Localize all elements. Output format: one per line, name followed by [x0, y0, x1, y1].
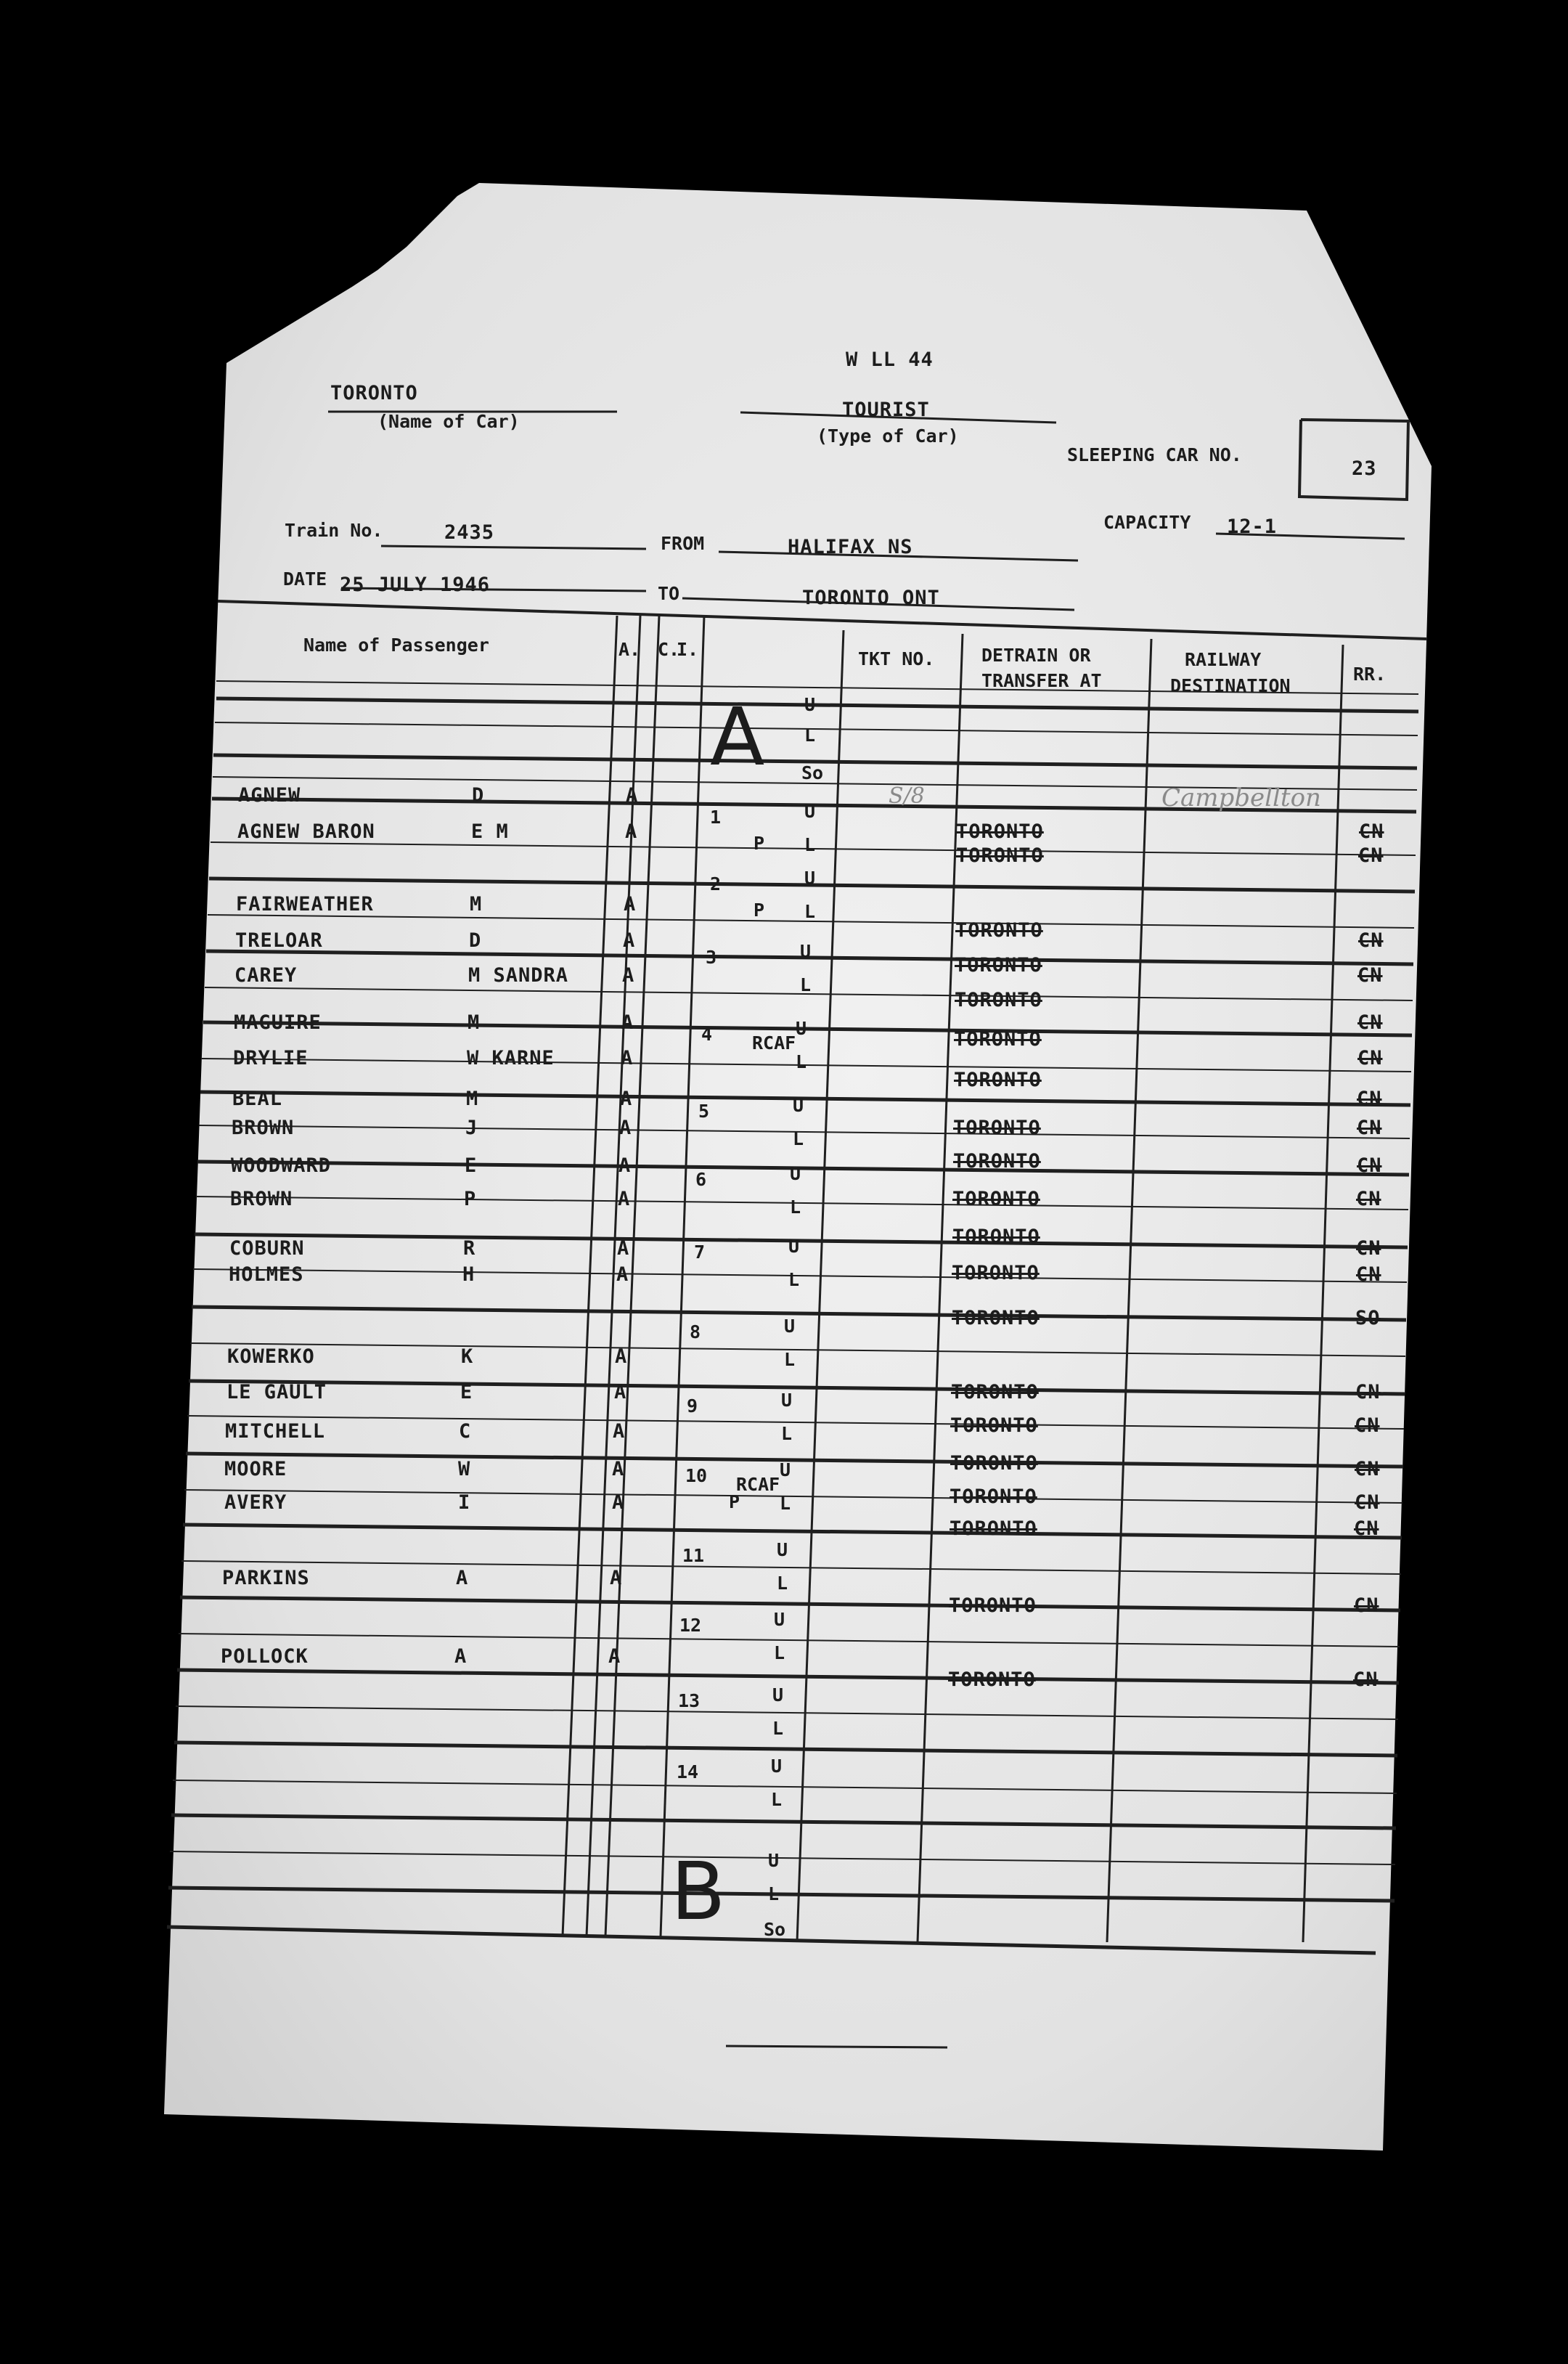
berth-upper: U — [771, 1756, 783, 1777]
berth-number: 7 — [694, 1242, 706, 1263]
berth-lower: L — [784, 1349, 796, 1370]
header-a: A. — [618, 639, 641, 660]
berth-lower: L — [777, 1573, 788, 1594]
passenger-initial: E M — [471, 820, 509, 843]
form-code: W LL 44 — [846, 349, 934, 371]
header-detrain-2: TRANSFER AT — [981, 670, 1102, 691]
berth-upper: U — [774, 1609, 785, 1630]
passenger-surname: MAGUIRE — [234, 1011, 322, 1034]
train-no-label: Train No. — [285, 520, 383, 541]
header-name-of-passenger: Name of Passenger — [303, 635, 489, 656]
berth-lower: L — [781, 1423, 793, 1444]
accommodation-mark: A — [618, 1154, 632, 1177]
railroad-code: CN — [1357, 1047, 1383, 1069]
section-b-l: L — [768, 1883, 780, 1904]
section-a-so: So — [801, 762, 824, 783]
accommodation-mark: A — [625, 820, 638, 843]
passenger-surname: POLLOCK — [221, 1645, 309, 1668]
accommodation-mark: A — [621, 1011, 634, 1034]
passenger-initial: R — [463, 1237, 476, 1260]
railroad-code: CN — [1357, 1117, 1382, 1139]
berth-upper: U — [804, 801, 816, 822]
railroad-code: CN — [1356, 1188, 1381, 1210]
passenger-initial: W — [458, 1458, 471, 1480]
berth-upper: U — [772, 1684, 784, 1705]
passenger-initial: E — [465, 1154, 478, 1177]
berth-number: 13 — [678, 1690, 701, 1711]
berth-lower: L — [790, 1197, 801, 1218]
berth-upper: U — [780, 1459, 791, 1480]
passenger-initial: E — [460, 1381, 473, 1403]
header-tkt-no: TKT NO. — [858, 648, 935, 669]
capacity-value: 12-1 — [1227, 515, 1278, 538]
section-a-l: L — [804, 725, 816, 746]
accommodation-mark: A — [617, 1237, 630, 1260]
berth-upper: U — [804, 868, 816, 889]
header-i: I. — [677, 639, 699, 660]
railroad-code: CN — [1353, 1668, 1379, 1691]
berth-lower: L — [788, 1269, 800, 1290]
berth-note: RCAF — [752, 1032, 796, 1053]
passenger-surname: AVERY — [224, 1491, 287, 1514]
header-rr: RR. — [1353, 664, 1387, 685]
detrain-station: TORONTO — [955, 989, 1042, 1011]
accommodation-mark: A — [615, 1345, 628, 1368]
car-name-value: TORONTO — [330, 382, 418, 404]
passenger-initial: W KARNE — [467, 1047, 555, 1069]
berth-upper: U — [796, 1018, 807, 1039]
berth-number: 11 — [682, 1545, 705, 1566]
passenger-surname: BEAL — [232, 1088, 283, 1110]
capacity-label: CAPACITY — [1103, 512, 1191, 533]
railroad-code: CN — [1355, 1458, 1380, 1480]
sleeping-car-label: SLEEPING CAR NO. — [1067, 444, 1242, 465]
accommodation-mark: A — [613, 1420, 626, 1443]
passenger-surname: CAREY — [234, 964, 298, 987]
passenger-initial: M — [470, 893, 483, 916]
passenger-surname: BROWN — [230, 1188, 293, 1210]
berth-number: 8 — [690, 1321, 701, 1342]
detrain-station: TORONTO — [955, 954, 1042, 977]
header-c: C. — [658, 639, 680, 660]
accommodation-mark: A — [622, 964, 635, 987]
train-no-value: 2435 — [444, 521, 495, 544]
berth-upper: U — [790, 1163, 801, 1184]
railroad-code: CN — [1355, 1414, 1380, 1437]
passenger-initial: D — [472, 784, 485, 807]
railroad-code: CN — [1355, 1381, 1381, 1403]
detrain-station: TORONTO — [949, 1594, 1037, 1617]
passenger-surname: WOODWARD — [231, 1154, 332, 1177]
section-a-letter: A — [710, 690, 765, 783]
car-name-label: (Name of Car) — [377, 411, 520, 432]
passenger-initial: J — [465, 1117, 478, 1139]
detrain-station: TORONTO — [953, 1117, 1041, 1139]
berth-lower: L — [771, 1789, 783, 1810]
berth-number: 12 — [679, 1615, 702, 1636]
berth-upper: U — [784, 1316, 796, 1337]
passenger-surname: AGNEW BARON — [237, 820, 375, 843]
passenger-surname: AGNEW — [238, 784, 301, 807]
detrain-station: TORONTO — [952, 1262, 1040, 1284]
passenger-initial: P — [464, 1188, 477, 1210]
car-type-label: (Type of Car) — [817, 425, 959, 447]
accommodation-mark: A — [612, 1458, 625, 1480]
detrain-station: TORONTO — [952, 1188, 1040, 1210]
berth-note: RCAF — [736, 1474, 780, 1495]
detrain-station: TORONTO — [950, 1414, 1038, 1437]
detrain-station: TORONTO — [948, 1668, 1036, 1691]
passenger-initial: I — [458, 1491, 471, 1514]
detrain-station: TORONTO — [950, 1485, 1037, 1508]
passenger-surname: FAIRWEATHER — [236, 893, 374, 916]
berth-lower: L — [772, 1718, 784, 1739]
accommodation-mark: A — [614, 1381, 627, 1403]
berth-number: 4 — [701, 1024, 713, 1045]
detrain-station: TORONTO — [952, 1307, 1040, 1329]
from-value: HALIFAX NS — [788, 536, 913, 558]
berth-lower: L — [780, 1493, 791, 1514]
berth-lower: L — [774, 1642, 785, 1663]
passenger-initial: K — [461, 1345, 474, 1368]
passenger-surname: BROWN — [232, 1117, 295, 1139]
berth-lower: L — [800, 974, 812, 995]
passenger-surname: LE GAULT — [226, 1381, 327, 1403]
passenger-initial: M — [467, 1011, 481, 1034]
berth-p-mark: P — [754, 833, 765, 854]
to-value: TORONTO ONT — [802, 587, 940, 609]
accommodation-mark: A — [626, 784, 639, 807]
header-detrain-1: DETRAIN OR — [981, 645, 1091, 666]
passenger-surname: HOLMES — [229, 1263, 304, 1286]
berth-lower: L — [804, 834, 816, 855]
accommodation-mark: A — [621, 1047, 634, 1069]
berth-upper: U — [777, 1539, 788, 1560]
railroad-code: CN — [1355, 1491, 1380, 1514]
section-a-u: U — [804, 694, 816, 715]
railroad-code: SO — [1355, 1307, 1381, 1329]
date-value: 25 JULY 1946 — [340, 574, 491, 596]
berth-upper: U — [800, 941, 812, 962]
section-b-so: So — [764, 1919, 786, 1940]
berth-number: 14 — [677, 1761, 699, 1782]
railroad-code: CN — [1359, 820, 1384, 843]
berth-number: 6 — [695, 1169, 707, 1190]
railroad-code: CN — [1354, 1594, 1379, 1617]
passenger-initial: H — [462, 1263, 475, 1286]
detrain-station: TORONTO — [955, 919, 1043, 942]
passenger-initial: M — [466, 1088, 479, 1110]
date-label: DATE — [283, 568, 327, 590]
accommodation-mark: A — [612, 1491, 625, 1514]
accommodation-mark: A — [624, 893, 637, 916]
railway-destination: Campbellton — [1161, 783, 1321, 812]
detrain-station: TORONTO — [950, 1517, 1037, 1540]
railroad-code: CN — [1356, 1263, 1381, 1286]
passenger-surname: KOWERKO — [227, 1345, 315, 1368]
footer-rule — [726, 2046, 947, 2047]
ticket-number: S/8 — [889, 783, 925, 809]
berth-upper: U — [793, 1095, 804, 1116]
detrain-station: TORONTO — [956, 820, 1044, 843]
passenger-initial: D — [469, 929, 482, 952]
railroad-code: CN — [1358, 844, 1384, 867]
passenger-surname: DRYLIE — [233, 1047, 309, 1069]
accommodation-mark: A — [620, 1088, 633, 1110]
passenger-initial: M SANDRA — [468, 964, 569, 987]
header-railway-1: RAILWAY — [1185, 649, 1262, 670]
detrain-station: TORONTO — [951, 1381, 1039, 1403]
berth-upper: U — [781, 1390, 793, 1411]
passenger-initial: C — [459, 1420, 472, 1443]
railroad-code: CN — [1356, 1237, 1381, 1260]
passenger-surname: MOORE — [224, 1458, 287, 1480]
railroad-code: CN — [1357, 964, 1383, 987]
passenger-initial: A — [454, 1645, 467, 1668]
railroad-code: CN — [1358, 929, 1384, 952]
railroad-code: CN — [1357, 1154, 1382, 1177]
accommodation-mark: A — [610, 1567, 623, 1589]
accommodation-mark: A — [616, 1263, 629, 1286]
berth-lower: L — [804, 901, 816, 922]
passenger-initial: A — [456, 1567, 469, 1589]
accommodation-mark: A — [608, 1645, 621, 1668]
car-type-value: TOURIST — [842, 399, 930, 421]
detrain-station: TORONTO — [953, 1150, 1041, 1173]
to-label: TO — [658, 583, 680, 604]
accommodation-mark: A — [618, 1188, 631, 1210]
detrain-station: TORONTO — [954, 1069, 1042, 1091]
berth-number: 5 — [698, 1101, 710, 1122]
section-b-letter: B — [671, 1845, 726, 1938]
berth-upper: U — [788, 1236, 800, 1257]
header-railway-2: DESTINATION — [1170, 675, 1291, 696]
berth-lower: L — [793, 1128, 804, 1149]
berth-number: 10 — [685, 1465, 708, 1486]
berth-p-mark: P — [754, 900, 765, 921]
berth-lower: L — [796, 1051, 807, 1072]
from-label: FROM — [661, 533, 705, 554]
passenger-surname: TRELOAR — [235, 929, 323, 952]
detrain-station: TORONTO — [954, 1028, 1042, 1051]
accommodation-mark: A — [623, 929, 636, 952]
berth-number: 2 — [710, 873, 722, 894]
detrain-station: TORONTO — [950, 1452, 1038, 1475]
berth-number: 1 — [710, 807, 722, 828]
accommodation-mark: A — [619, 1117, 632, 1139]
passenger-surname: MITCHELL — [225, 1420, 326, 1443]
section-b-u: U — [768, 1850, 780, 1871]
detrain-station: TORONTO — [956, 844, 1044, 867]
passenger-surname: COBURN — [229, 1237, 305, 1260]
railroad-code: CN — [1357, 1011, 1383, 1034]
berth-number: 3 — [706, 947, 717, 968]
detrain-station: TORONTO — [952, 1226, 1040, 1248]
berth-p-mark: P — [729, 1491, 740, 1512]
passenger-surname: PARKINS — [222, 1567, 310, 1589]
railroad-code: CN — [1357, 1088, 1382, 1110]
railroad-code: CN — [1354, 1517, 1379, 1540]
berth-number: 9 — [687, 1395, 698, 1417]
sleeping-car-number: 23 — [1352, 457, 1377, 480]
